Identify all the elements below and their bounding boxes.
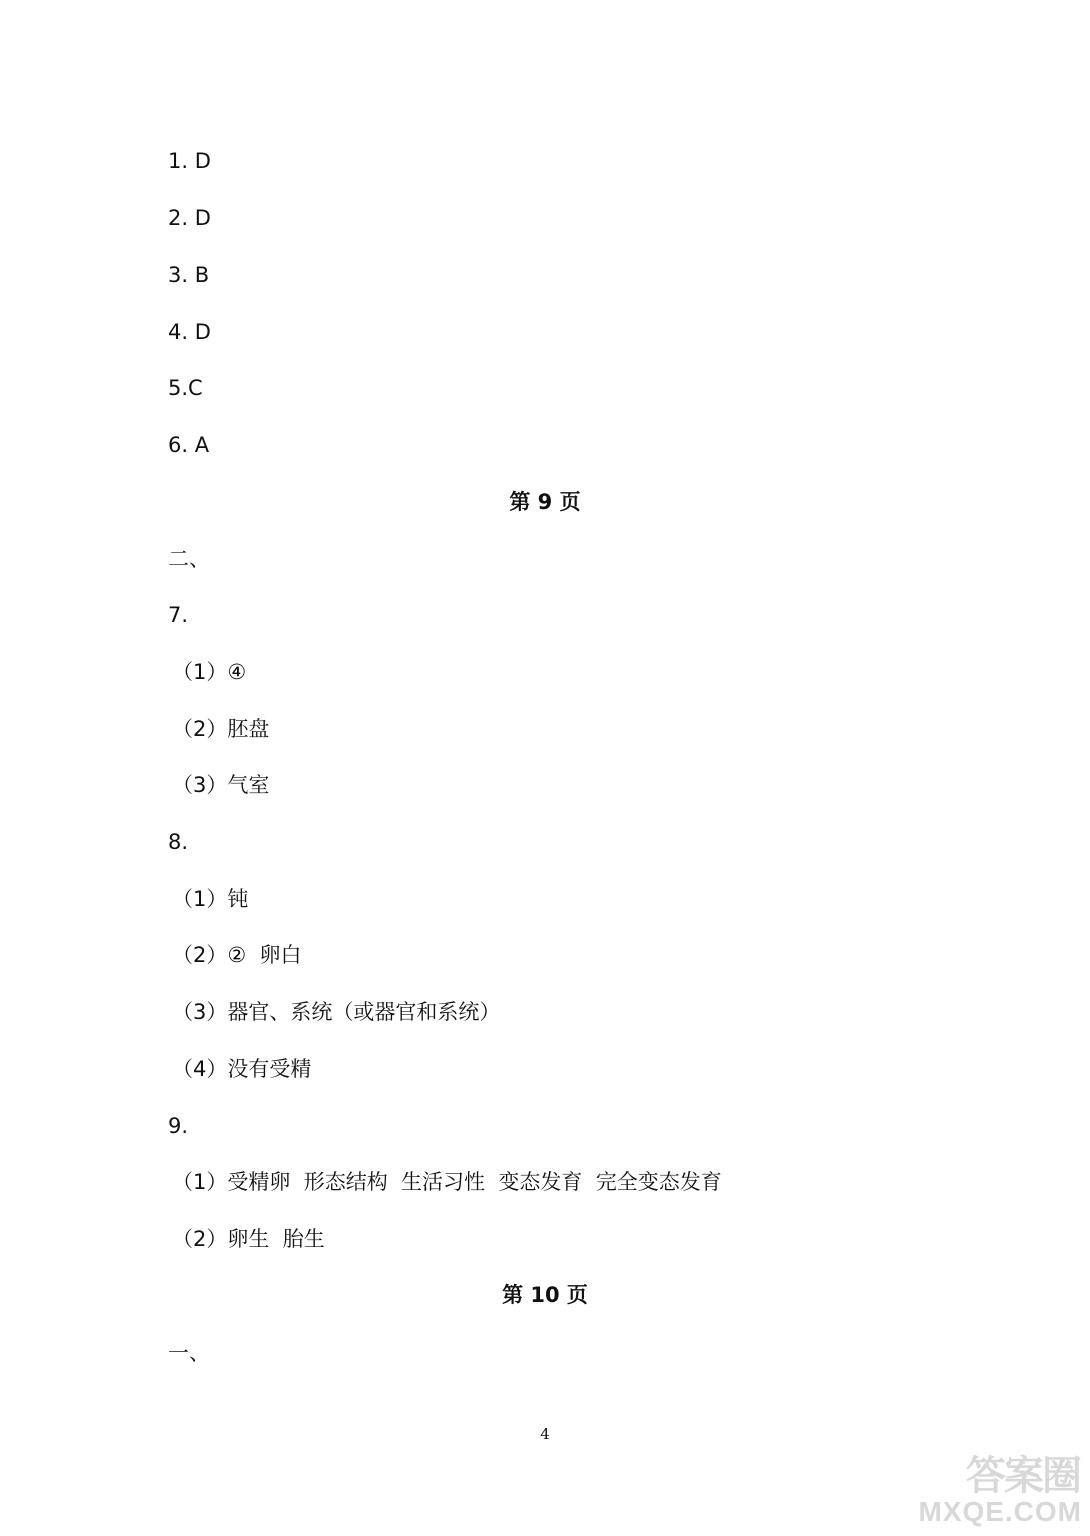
question-8-part-3: （3）器官、系统（或器官和系统）: [172, 1000, 501, 1024]
page-10-heading: 第 10 页: [502, 1283, 588, 1307]
watermark-chinese-text: 答案圈: [966, 1453, 1080, 1499]
section-two-label: 二、: [168, 547, 210, 571]
question-8-part-2: （2）② 卵白: [172, 943, 302, 967]
answer-6: 6. A: [168, 433, 210, 457]
answer-2: 2. D: [168, 206, 211, 230]
page-9-heading: 第 9 页: [509, 490, 581, 514]
watermark-logo: [906, 1452, 1084, 1532]
answer-5: 5.C: [168, 376, 203, 400]
answer-1: 1. D: [168, 149, 211, 173]
section-one-label: 一、: [168, 1341, 210, 1365]
question-8-part-4: （4）没有受精: [172, 1057, 312, 1081]
answer-4: 4. D: [168, 320, 211, 344]
question-7-part-2: （2）胚盘: [172, 717, 270, 741]
answer-3: 3. B: [168, 263, 210, 287]
page-number: 4: [540, 1425, 550, 1443]
question-8-part-1: （1）钝: [172, 887, 249, 911]
question-9: 9.: [168, 1114, 189, 1138]
question-7: 7.: [168, 603, 189, 627]
question-7-part-1: （1）④: [172, 660, 247, 684]
watermark-url-text: MXQE.COM: [918, 1496, 1082, 1527]
question-7-part-3: （3）气室: [172, 773, 270, 797]
question-9-part-1: （1）受精卵 形态结构 生活习性 变态发育 完全变态发育: [172, 1170, 722, 1194]
question-8: 8.: [168, 830, 189, 854]
question-9-part-2: （2）卵生 胎生: [172, 1227, 325, 1251]
